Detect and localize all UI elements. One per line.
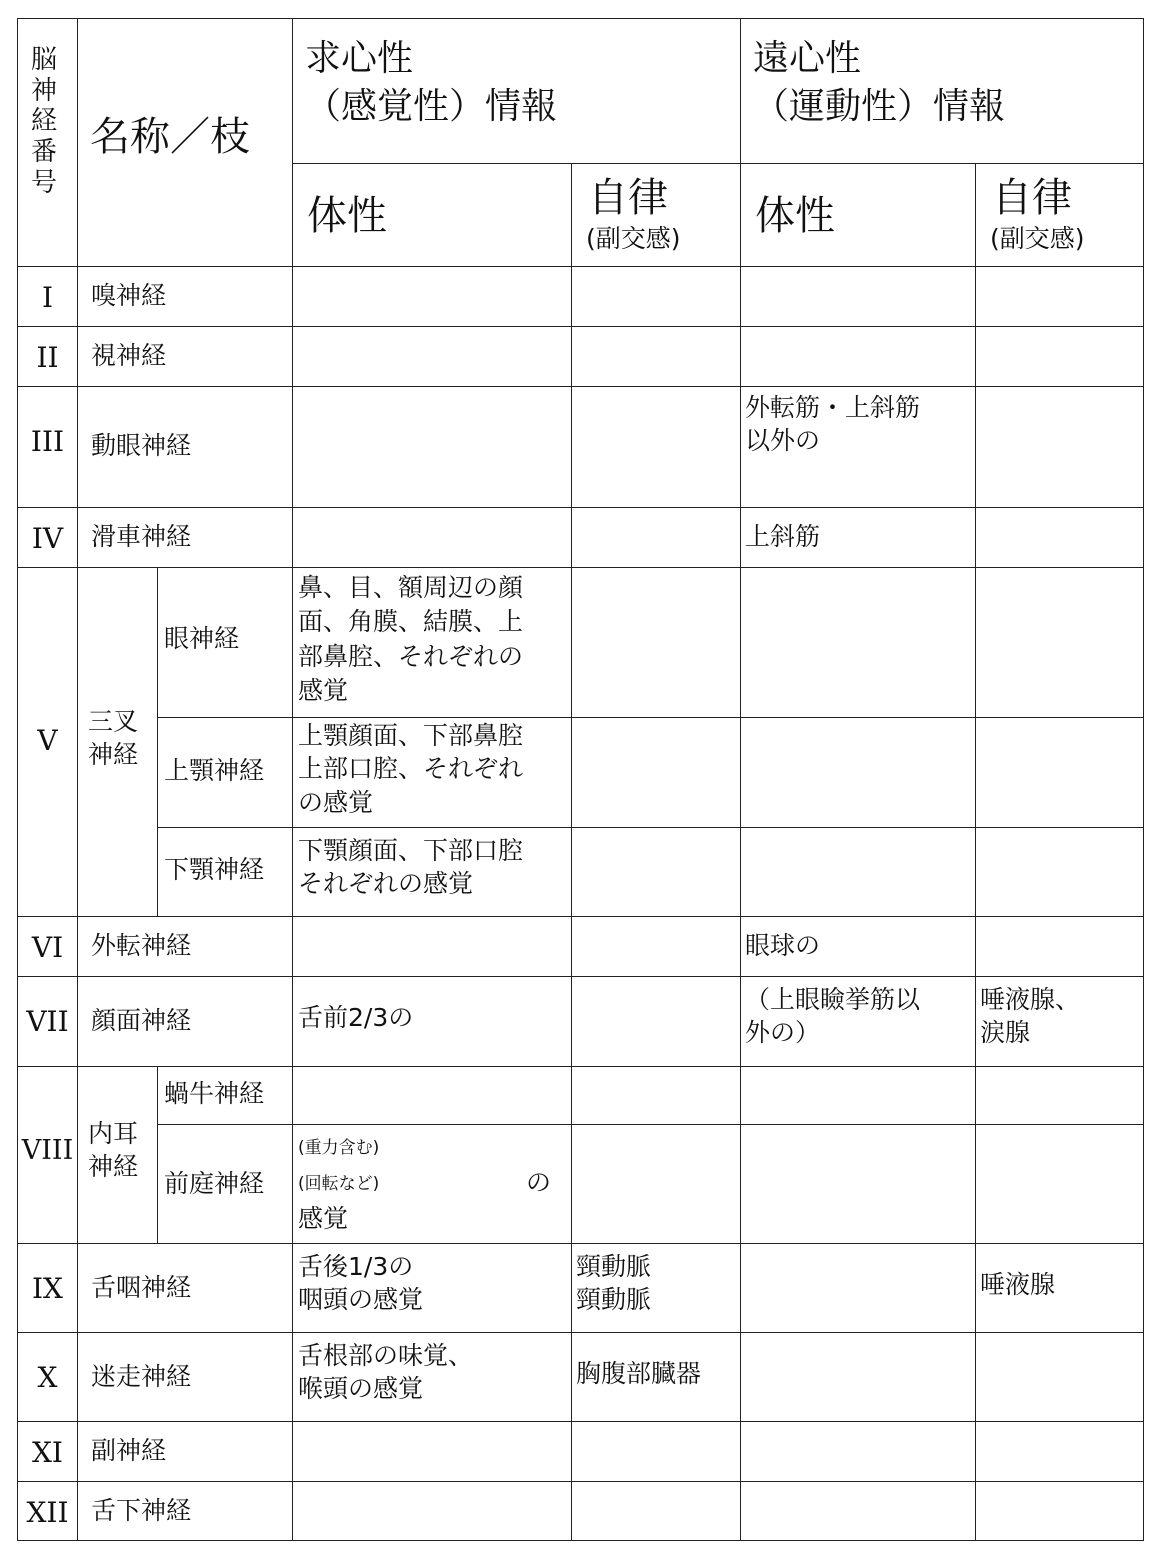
header-efferent-cell <box>740 18 1144 164</box>
row-5-branch-2-eff-autonomic <box>975 717 1144 828</box>
header-number-cell <box>17 18 78 267</box>
row-1-eff-somatic <box>740 266 976 327</box>
row-9-aff-autonomic: 頸動脈 頸動脈 <box>571 1243 741 1333</box>
row-8-branch-2-eff-somatic <box>740 1124 976 1244</box>
header-number-label: 脳神経番号 <box>31 45 58 198</box>
row-1-name: 嗅神経 <box>77 266 293 327</box>
header-eff-autonomic-label: 自律 <box>992 175 1072 221</box>
row-9-num: IX <box>17 1243 78 1333</box>
row-1-aff-somatic <box>292 266 572 327</box>
row-11-num: XI <box>17 1421 78 1482</box>
row-8-branch-1-eff-autonomic <box>975 1066 1144 1125</box>
row-2-eff-autonomic <box>975 326 1144 387</box>
row-9-eff-somatic <box>740 1243 976 1333</box>
row-5-branch-2-aff-autonomic <box>571 717 741 828</box>
row-8-branch-2-eff-autonomic <box>975 1124 1144 1244</box>
header-eff-somatic-label: 体性 <box>755 193 835 239</box>
row-11-aff-somatic <box>292 1421 572 1482</box>
row-7-name: 顔面神経 <box>77 976 293 1067</box>
row-8-branch-1-aff-somatic <box>292 1066 572 1125</box>
row-12-name: 舌下神経 <box>77 1481 293 1541</box>
row-5-branch-1-eff-somatic <box>740 567 976 718</box>
header-efferent-label: 遠心性 （運動性）情報 <box>753 38 1006 127</box>
row-4-aff-autonomic <box>571 507 741 568</box>
header-name-cell <box>77 18 293 267</box>
header-eff-somatic-cell <box>740 163 976 267</box>
row-5-branch-1-name: 眼神経 <box>157 567 293 718</box>
header-afferent-cell <box>292 18 741 164</box>
row-8-num: VIII <box>17 1066 78 1244</box>
row-3-name: 動眼神経 <box>77 386 293 508</box>
header-eff-autonomic-cell <box>975 163 1144 267</box>
row-11-eff-somatic <box>740 1421 976 1482</box>
row-5-branch-3-name: 下顎神経 <box>157 827 293 917</box>
row-12-aff-autonomic <box>571 1481 741 1541</box>
row-4-aff-somatic <box>292 507 572 568</box>
row-10-num: X <box>17 1332 78 1422</box>
header-aff-autonomic-cell <box>571 163 741 267</box>
row-11-name: 副神経 <box>77 1421 293 1482</box>
row-4-eff-somatic: 上斜筋 <box>740 507 976 568</box>
row-8-branch-1-name: 蝸牛神経 <box>157 1066 293 1125</box>
row-1-num: I <box>17 266 78 327</box>
row-12-eff-somatic <box>740 1481 976 1541</box>
row-3-num: III <box>17 386 78 508</box>
row-6-aff-autonomic <box>571 916 741 977</box>
row-7-aff-somatic: 舌前2/3の <box>292 976 572 1067</box>
row-10-name: 迷走神経 <box>77 1332 293 1422</box>
row-7-eff-somatic: （上眼瞼挙筋以 外の） <box>740 976 976 1067</box>
row-2-aff-autonomic <box>571 326 741 387</box>
row-7-num: VII <box>17 976 78 1067</box>
header-aff-autonomic-label: 自律 <box>588 175 668 221</box>
row-12-aff-somatic <box>292 1481 572 1541</box>
row-5-num: V <box>17 567 78 917</box>
row-10-aff-somatic: 舌根部の味覚、 喉頭の感覚 <box>292 1332 572 1422</box>
cranial-nerve-table <box>17 18 1144 1541</box>
row-4-name: 滑車神経 <box>77 507 293 568</box>
header-aff-somatic-cell <box>292 163 572 267</box>
row-8-branch-2-aff-somatic: (重力含む) (回転など) の 感覚 <box>292 1124 572 1244</box>
header-afferent-label: 求心性 （感覚性）情報 <box>305 38 558 127</box>
row-12-num: XII <box>17 1481 78 1541</box>
row-5-branch-1-eff-autonomic <box>975 567 1144 718</box>
row-8-name: 内耳 神経 <box>77 1066 158 1244</box>
row-6-num: VI <box>17 916 78 977</box>
row-10-eff-autonomic <box>975 1332 1144 1422</box>
row-8-branch-1-eff-somatic <box>740 1066 976 1125</box>
row-9-name: 舌咽神経 <box>77 1243 293 1333</box>
row-2-num: II <box>17 326 78 387</box>
row-5-branch-3-aff-somatic: 下顎顔面、下部口腔 それぞれの感覚 <box>292 827 572 917</box>
row-8-branch-2-aff-autonomic <box>571 1124 741 1244</box>
row-6-eff-autonomic <box>975 916 1144 977</box>
header-aff-autonomic-sub: (副交感) <box>586 224 681 253</box>
row-3-aff-somatic <box>292 386 572 508</box>
row-5-branch-2-eff-somatic <box>740 717 976 828</box>
row-8-branch-2-name: 前庭神経 <box>157 1124 293 1244</box>
row-5-branch-2-aff-somatic: 上顎顔面、下部鼻腔 上部口腔、それぞれ の感覚 <box>292 717 572 828</box>
row-2-eff-somatic <box>740 326 976 387</box>
row-8-branch-1-aff-autonomic <box>571 1066 741 1125</box>
row-4-eff-autonomic <box>975 507 1144 568</box>
row-5-branch-1-aff-somatic: 鼻、目、額周辺の顔 面、角膜、結膜、上 部鼻腔、それぞれの 感覚 <box>292 567 572 718</box>
row-9-aff-somatic: 舌後1/3の 咽頭の感覚 <box>292 1243 572 1333</box>
row-11-eff-autonomic <box>975 1421 1144 1482</box>
row-5-branch-1-aff-autonomic <box>571 567 741 718</box>
row-5-name: 三叉 神経 <box>77 567 158 917</box>
row-4-num: IV <box>17 507 78 568</box>
row-7-aff-autonomic <box>571 976 741 1067</box>
row-11-aff-autonomic <box>571 1421 741 1482</box>
row-9-eff-autonomic: 唾液腺 <box>975 1243 1144 1333</box>
row-5-branch-3-aff-autonomic <box>571 827 741 917</box>
row-6-aff-somatic <box>292 916 572 977</box>
row-10-eff-somatic <box>740 1332 976 1422</box>
row-2-name: 視神経 <box>77 326 293 387</box>
row-1-aff-autonomic <box>571 266 741 327</box>
row-3-eff-autonomic <box>975 386 1144 508</box>
header-eff-autonomic-sub: (副交感) <box>990 224 1085 253</box>
row-5-branch-3-eff-autonomic <box>975 827 1144 917</box>
row-7-eff-autonomic: 唾液腺、 涙腺 <box>975 976 1144 1067</box>
row-5-branch-2-name: 上顎神経 <box>157 717 293 828</box>
row-2-aff-somatic <box>292 326 572 387</box>
row-3-eff-somatic: 外転筋・上斜筋 以外の <box>740 386 976 508</box>
header-aff-somatic-label: 体性 <box>307 193 387 239</box>
row-1-eff-autonomic <box>975 266 1144 327</box>
row-5-branch-3-eff-somatic <box>740 827 976 917</box>
row-6-name: 外転神経 <box>77 916 293 977</box>
row-12-eff-autonomic <box>975 1481 1144 1541</box>
header-name-label: 名称／枝 <box>90 114 250 160</box>
row-3-aff-autonomic <box>571 386 741 508</box>
row-6-eff-somatic: 眼球の <box>740 916 976 977</box>
row-10-aff-autonomic: 胸腹部臓器 <box>571 1332 741 1422</box>
